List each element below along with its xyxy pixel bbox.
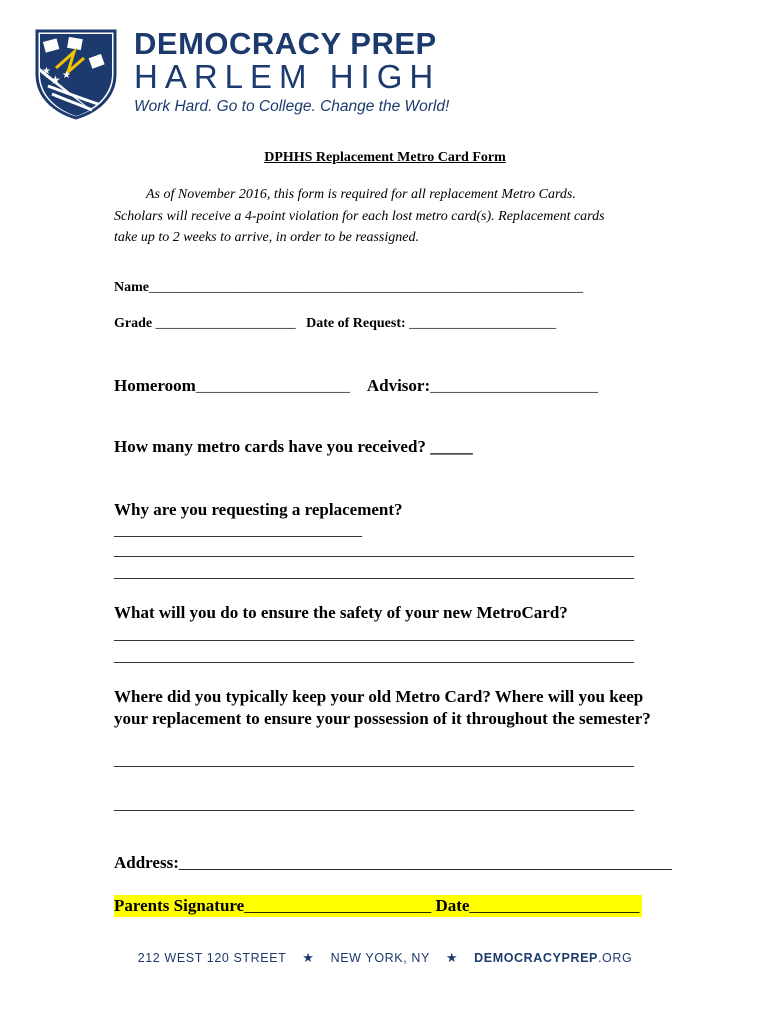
signature-date-label: Date bbox=[435, 896, 470, 915]
answer-line[interactable]: _________________________________________________________________ bbox=[114, 648, 634, 665]
question-metro-card-count bbox=[114, 437, 473, 457]
parents-signature-label: Parents Signature bbox=[114, 896, 245, 915]
form-title: DPHHS Replacement Metro Card Form bbox=[264, 150, 506, 165]
intro-line: take up to 2 weeks to arrive, in order to be reassigned. bbox=[114, 230, 419, 245]
advisor-label: Advisor: bbox=[366, 376, 431, 395]
grade-row bbox=[114, 316, 556, 332]
question-replacement-reason: Why are you requesting a replacement? bbox=[114, 500, 403, 519]
brand-name-line1: DEMOCRACY PREP bbox=[134, 26, 437, 61]
address-field[interactable]: __________________________________________________________ bbox=[178, 853, 672, 872]
signature-date-field[interactable]: ____________________ bbox=[469, 896, 640, 915]
name-label: Name bbox=[114, 280, 149, 295]
grade-field[interactable]: ____________________ bbox=[155, 316, 296, 331]
parent-signature-row bbox=[114, 895, 642, 917]
date-of-request-field[interactable]: _____________________ bbox=[409, 316, 557, 331]
address-row bbox=[114, 853, 672, 873]
school-logo bbox=[34, 28, 454, 123]
parents-signature-field[interactable]: ______________________ bbox=[244, 896, 432, 915]
star-icon: ★ bbox=[302, 950, 315, 965]
answer-line[interactable]: _______________________________ bbox=[114, 522, 362, 539]
question-card-safety: What will you do to ensure the safety of your new MetroCard? bbox=[114, 603, 568, 622]
name-field[interactable]: ______________________________________________________________ bbox=[149, 280, 583, 295]
question-text: How many metro cards have you received? bbox=[114, 437, 426, 456]
brand-tagline: Work Hard. Go to College. Change the World! bbox=[134, 98, 450, 115]
answer-line[interactable]: _________________________________________________________________ bbox=[114, 796, 634, 813]
footer bbox=[0, 950, 770, 966]
footer-address: 212 WEST 120 STREET bbox=[137, 951, 287, 965]
answer-line[interactable]: _________________________________________________________________ bbox=[114, 752, 634, 769]
metro-card-count-field[interactable]: _____ bbox=[430, 437, 473, 456]
intro-line: As of November 2016, this form is required for all replacement Metro Cards. bbox=[146, 187, 576, 202]
address-label: Address: bbox=[114, 853, 179, 872]
name-row bbox=[114, 280, 583, 296]
date-of-request-label: Date of Request: bbox=[306, 316, 406, 331]
footer-city: NEW YORK, NY bbox=[330, 951, 430, 965]
answer-line[interactable]: _________________________________________________________________ bbox=[114, 564, 634, 581]
form-intro bbox=[114, 184, 674, 249]
svg-text:★: ★ bbox=[42, 66, 51, 77]
footer-site-suffix: .ORG bbox=[597, 951, 633, 965]
svg-text:★: ★ bbox=[62, 70, 71, 81]
brand-name-line2: HARLEM HIGH bbox=[134, 58, 441, 95]
shield-crest-icon bbox=[34, 28, 118, 120]
homeroom-field[interactable]: ______________________ bbox=[195, 380, 350, 395]
answer-line[interactable]: _________________________________________________________________ bbox=[114, 542, 634, 559]
footer-site-name: DEMOCRACYPREP bbox=[474, 951, 598, 965]
advisor-field[interactable]: ________________________ bbox=[430, 380, 599, 395]
homeroom-label: Homeroom bbox=[114, 376, 196, 395]
star-icon: ★ bbox=[445, 950, 459, 965]
question-card-storage: Where did you typically keep your old Metro Card? Where will you keep your replacement to ensure your possession of it throughout the semester? bbox=[114, 687, 651, 728]
intro-line: Scholars will receive a 4-point violation for each lost metro card(s). Replacement cards bbox=[114, 208, 605, 224]
answer-line[interactable]: _________________________________________________________________ bbox=[114, 626, 634, 643]
homeroom-row bbox=[114, 376, 598, 396]
svg-text:★: ★ bbox=[50, 73, 61, 87]
grade-label: Grade bbox=[114, 316, 153, 331]
